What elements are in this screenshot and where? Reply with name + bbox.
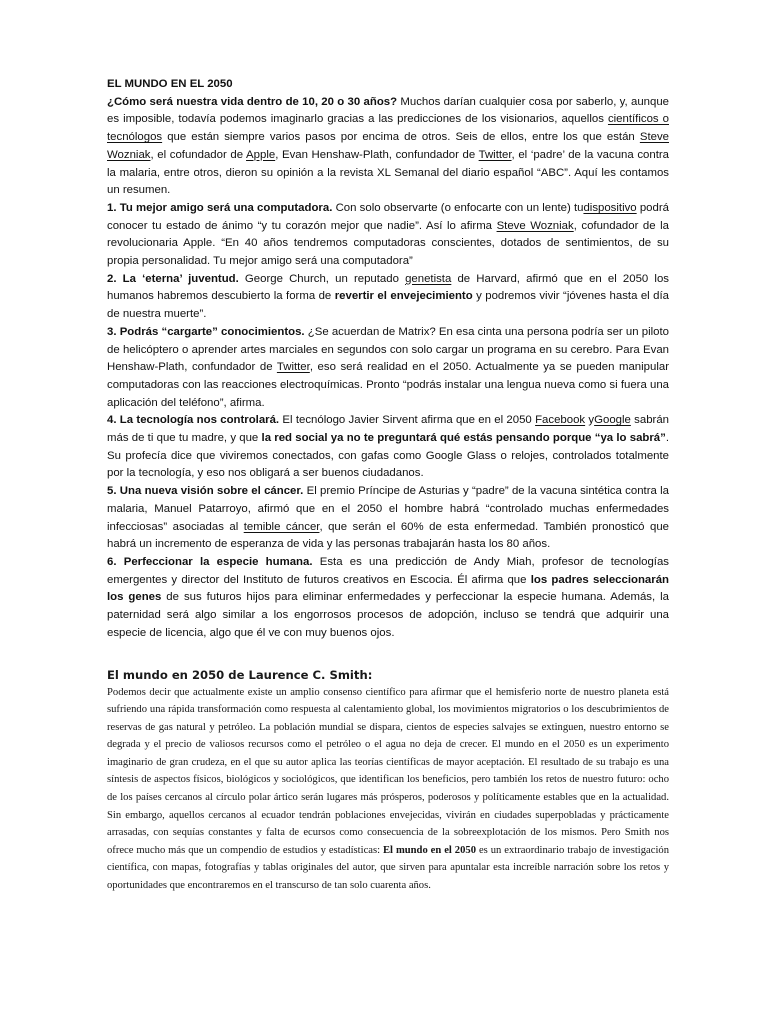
- intro-lead: ¿Cómo será nuestra vida dentro de 10, 20 o 30 años?: [107, 95, 398, 108]
- link-apple[interactable]: Apple: [246, 148, 276, 161]
- list-item-6: 6. Perfeccionar la especie humana. Esta es una predicción de Andy Miah, profesor de tecnologías emergentes y director del Instituto de futuros creativos en Escocia. Él afirma que los padres seleccionarán los genes de sus futuros hijos para eliminar enfermedades y perfeccionar la especie humana. Además, la paternidad será algo similar a los engorrosos procesos de adopción, incluso se tendrá que adquirir una especie de licencia, algo que él ve con muy buenos ojos.: [107, 555, 669, 639]
- item-heading: 6. Perfeccionar la especie humana.: [107, 555, 313, 568]
- link-genetista[interactable]: genetista: [405, 272, 452, 285]
- bold-phrase: revertir el envejecimiento: [334, 290, 473, 303]
- article-title: EL MUNDO EN EL 2050: [107, 78, 233, 90]
- document-page: [107, 76, 669, 895]
- section-paragraph: Podemos decir que actualmente existe un amplio consenso científico para afirmar que el hemisferio norte de nuestro planeta está sufriendo una rápida transformación como respuesta al calentamiento global, los movimientos migratorios o los descubrimientos de reservas de gas natural y petróleo. La población mundial se dispara, cientos de especies salvajes se extinguen, nuestro entorno se degrada y el precio de valiosos recursos como el petróleo o el agua no deja de crecer. El mundo en el 2050 es un experimento imaginario de gran crudeza, en el que su autor aplica las teorías científicas de mayor aceptación. El resultado de su trabajo es una síntesis de aspectos físicos, biológicos y sociológicos, que identifican los beneficios, pero también los retos de nuestro futuro: ocho de los países cercanos al círculo polar ártico serán lugares más prósperos, poderosos y políticamente estables que en la actualidad. Sin embargo, aquellos cercanos al ecuador tendrán poblaciones envejecidas, vivirán en ciudades superpobladas y prácticamente arrasadas, con sequías constantes y falta de ecursos como consecuencia de la sobreexplotación de los mismos. Pero Smith nos ofrece mucho más que un compendio de estudios y estadísticas: El mundo en el 2050 es un extraordinario trabajo de investigación científica, con mapas, fotografías y tablas originales del autor, que sirven para apuntalar esta increíble narración sobre los retos y oportunidades que encontraremos en el transcurso de tan solo cuarenta años.: [107, 686, 669, 892]
- item-heading: 3. Podrás “cargarte” conocimientos.: [107, 325, 305, 338]
- list-item-1: 1. Tu mejor amigo será una computadora. Con solo observarte (o enfocarte con un lente) tudispositivo podrá conocer tu estado de ánimo “y tu corazón mejor que nadie”. Así lo afirma Steve Wozniak, cofundador de la revolucionaria Apple. “En 40 años tendremos computadoras conscientes, dotados de sentimientos, de su propia personalidad. Tu mejor amigo será una computadora”: [107, 201, 670, 268]
- link-facebook[interactable]: Facebook: [535, 414, 586, 427]
- section-heading: El mundo en 2050 de Laurence C. Smith:: [107, 667, 373, 682]
- bold-book-title: El mundo en el 2050: [382, 844, 476, 856]
- intro-paragraph: ¿Cómo será nuestra vida dentro de 10, 20 o 30 años? Muchos darían cualquier cosa por saberlo, y, aunque es imposible, todavía podemos imaginarlo gracias a las predicciones de los visionarios, aquellos científicos o tecnólogos que están siempre varios pasos por encima de otros. Seis de ellos, entre los que están Steve Wozniak, el cofundador de Apple, Evan Henshaw-Plath, confundador de Twitter, el ‘padre’ de la vacuna contra la malaria, entre otros, dieron su opinión a la revista XL Semanal del diario español “ABC”. Aquí les contamos un resumen.: [107, 95, 670, 197]
- link-steve-wozniak-2[interactable]: Steve Wozniak: [496, 219, 574, 232]
- bold-phrase: la red social ya no te preguntará qué estás pensando porque “ya lo sabrá”: [261, 432, 666, 445]
- list-item-5: 5. Una nueva visión sobre el cáncer. El premio Príncipe de Asturias y “padre” de la vacuna sintética contra la malaria, Manuel Patarroyo, afirmó que en el 2050 el hombre habrá “controlado muchas enfermedades infecciosas” asociadas al temible cáncer, que serán el 60% de esta enfermedad. También pronosticó que habrá un incremento de esperanza de vida y las personas trabajarán hasta los 80 años.: [107, 485, 669, 551]
- item-heading: 4. La tecnología nos controlará.: [107, 414, 280, 427]
- item-heading: 2. La ‘eterna’ juventud.: [107, 272, 239, 285]
- link-twitter[interactable]: Twitter: [478, 148, 512, 161]
- item-heading: 5. Una nueva visión sobre el cáncer.: [107, 485, 304, 498]
- bold-phrase: los padres seleccionarán los genes: [107, 573, 669, 604]
- list-item-4: 4. La tecnología nos controlará. El tecnólogo Javier Sirvent afirma que en el 2050 Facebook yGoogle sabrán más de ti que tu madre, y que la red social ya no te preguntará qué estás pensando porque “ya lo sabrá”. Su profecía dice que viviremos conectados, con gafas como Google Glass o relojes, controlados totalmente por la tecnología, y eso nos obligará a ser buenos ciudadanos.: [107, 414, 669, 480]
- link-temible-cancer[interactable]: temible cáncer: [243, 520, 320, 533]
- link-google[interactable]: Google: [594, 414, 631, 427]
- article: [107, 76, 669, 643]
- list-item-3: 3. Podrás “cargarte” conocimientos. ¿Se acuerdan de Matrix? En esa cinta una persona podría ser un piloto de helicóptero o aprender artes marciales en segundos con solo cargar un programa en su cerebro. Para Evan Henshaw-Plath, confundador de Twitter, eso será realidad en el 2050. Actualmente ya se pueden manipular computadoras con las reacciones electroquímicas. Pronto “podrás instalar una lengua nueva como si fuera una aplicación del teléfono”, afirma.: [107, 325, 670, 409]
- link-dispositivo[interactable]: dispositivo: [583, 201, 637, 214]
- item-heading: 1. Tu mejor amigo será una computadora.: [107, 201, 333, 214]
- link-twitter-2[interactable]: Twitter: [276, 361, 310, 374]
- link-cientificos-tecnologos[interactable]: científicos o tecnólogos: [107, 113, 669, 144]
- list-item-2: 2. La ‘eterna’ juventud. George Church, un reputado genetista de Harvard, afirmó que en el 2050 los humanos habremos descubierto la forma de revertir el envejecimiento y podremos vivir “jóvenes hasta el día de nuestra muerte”.: [107, 272, 669, 321]
- link-steve-wozniak[interactable]: Steve Wozniak: [107, 131, 669, 161]
